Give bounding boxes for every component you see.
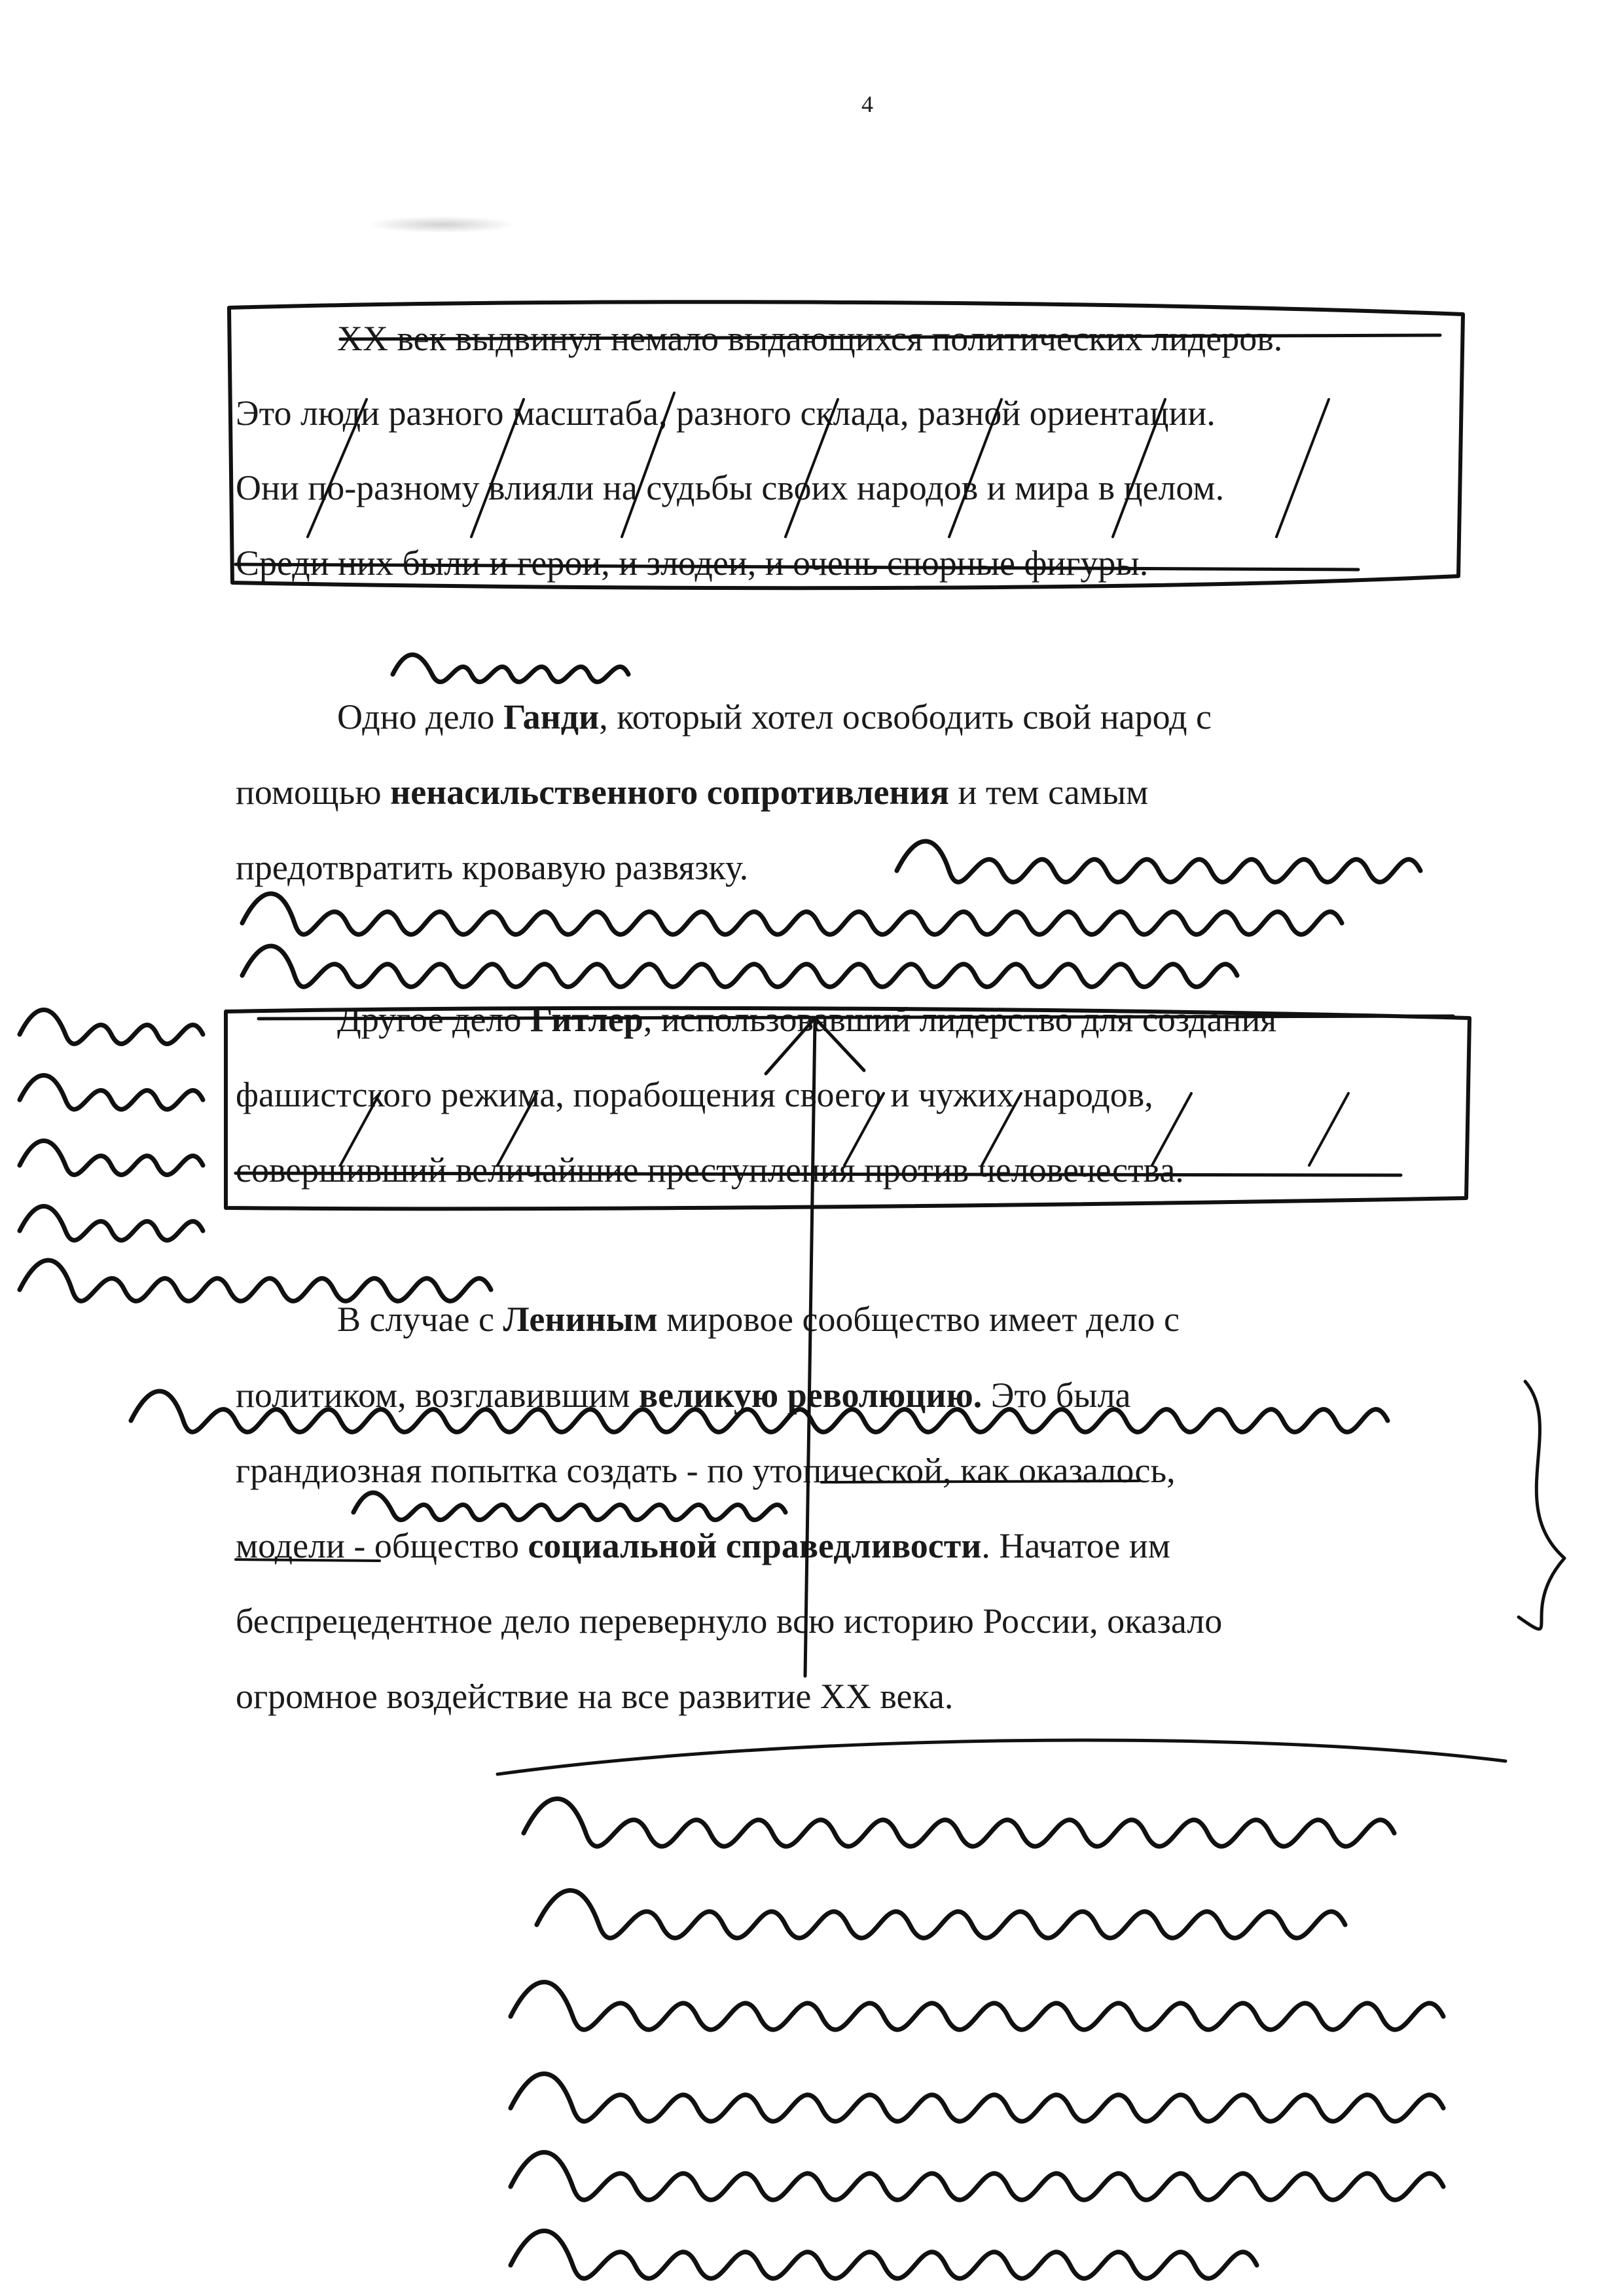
page-number: 4 xyxy=(861,91,873,117)
paragraph-4-line-3: грандиозная попытка создать - по утопической, как оказалось, xyxy=(236,1451,1176,1490)
text: политиком, возглавившим xyxy=(236,1376,639,1415)
pen-arrow-line xyxy=(766,1018,864,1676)
paragraph-4-line-1 xyxy=(337,1302,1180,1337)
paragraph-4-line-2 xyxy=(236,1377,1131,1413)
paragraph-1-line-2: Это люди разного масштаба, разного склада, разной ориентации. xyxy=(236,393,1216,433)
scan-smudge xyxy=(367,216,517,233)
paragraph-1-line-4: Среди них были и герои, и злодеи, и очень спорные фигуры. xyxy=(236,543,1149,583)
pen-bracket xyxy=(497,1740,1506,1774)
bold-phrase: ненасильственного сопротивления xyxy=(390,773,949,812)
paragraph-4-line-6: огромное воздействие на все развитие XX века. xyxy=(236,1677,954,1716)
name-gandhi: Ганди xyxy=(503,697,600,737)
paragraph-4-line-5: беспрецедентное дело перевернуло всю историю России, оказало xyxy=(236,1601,1223,1641)
paragraph-3-line-1 xyxy=(337,1002,1276,1037)
text: , использовавший лидерство для создания xyxy=(643,1000,1277,1039)
text: Одно дело xyxy=(337,697,504,737)
text: Другое дело xyxy=(337,1000,530,1039)
name-lenin: Лениным xyxy=(503,1300,658,1339)
text: В случае с xyxy=(337,1300,503,1339)
paragraph-2-line-3: предотвратить кровавую развязку. xyxy=(236,848,749,887)
paragraph-1-line-1: XX век выдвинул немало выдающихся политических лидеров. xyxy=(337,319,1283,358)
paragraph-4-line-4 xyxy=(236,1528,1170,1563)
handwriting-scribbles xyxy=(511,1799,1443,2279)
text: , который хотел освободить свой народ с xyxy=(599,697,1212,737)
paragraph-2-line-2 xyxy=(236,774,1148,810)
text: модели - общество xyxy=(236,1526,528,1565)
paragraph-1-line-3: Они по-разному влияли на судьбы своих народов и мира в целом. xyxy=(236,468,1225,507)
text: . Начатое им xyxy=(981,1526,1170,1565)
bold-phrase: великую революцию. xyxy=(639,1376,983,1415)
paragraph-3-line-3: совершивший величайшие преступления против человечества. xyxy=(236,1150,1184,1190)
paragraph-3-line-2: фашистского режима, порабощения своего и чужих народов, xyxy=(236,1075,1153,1114)
text: и тем самым xyxy=(948,773,1149,812)
pen-bracket xyxy=(1519,1381,1564,1629)
text: Это была xyxy=(982,1376,1131,1415)
text: мировое сообщество имеет дело с xyxy=(657,1300,1180,1339)
bold-phrase: социальной справедливости xyxy=(528,1526,982,1565)
paragraph-2-line-1 xyxy=(337,699,1212,735)
text: помощью xyxy=(236,773,391,812)
name-hitler: Гитлер xyxy=(530,1000,643,1039)
